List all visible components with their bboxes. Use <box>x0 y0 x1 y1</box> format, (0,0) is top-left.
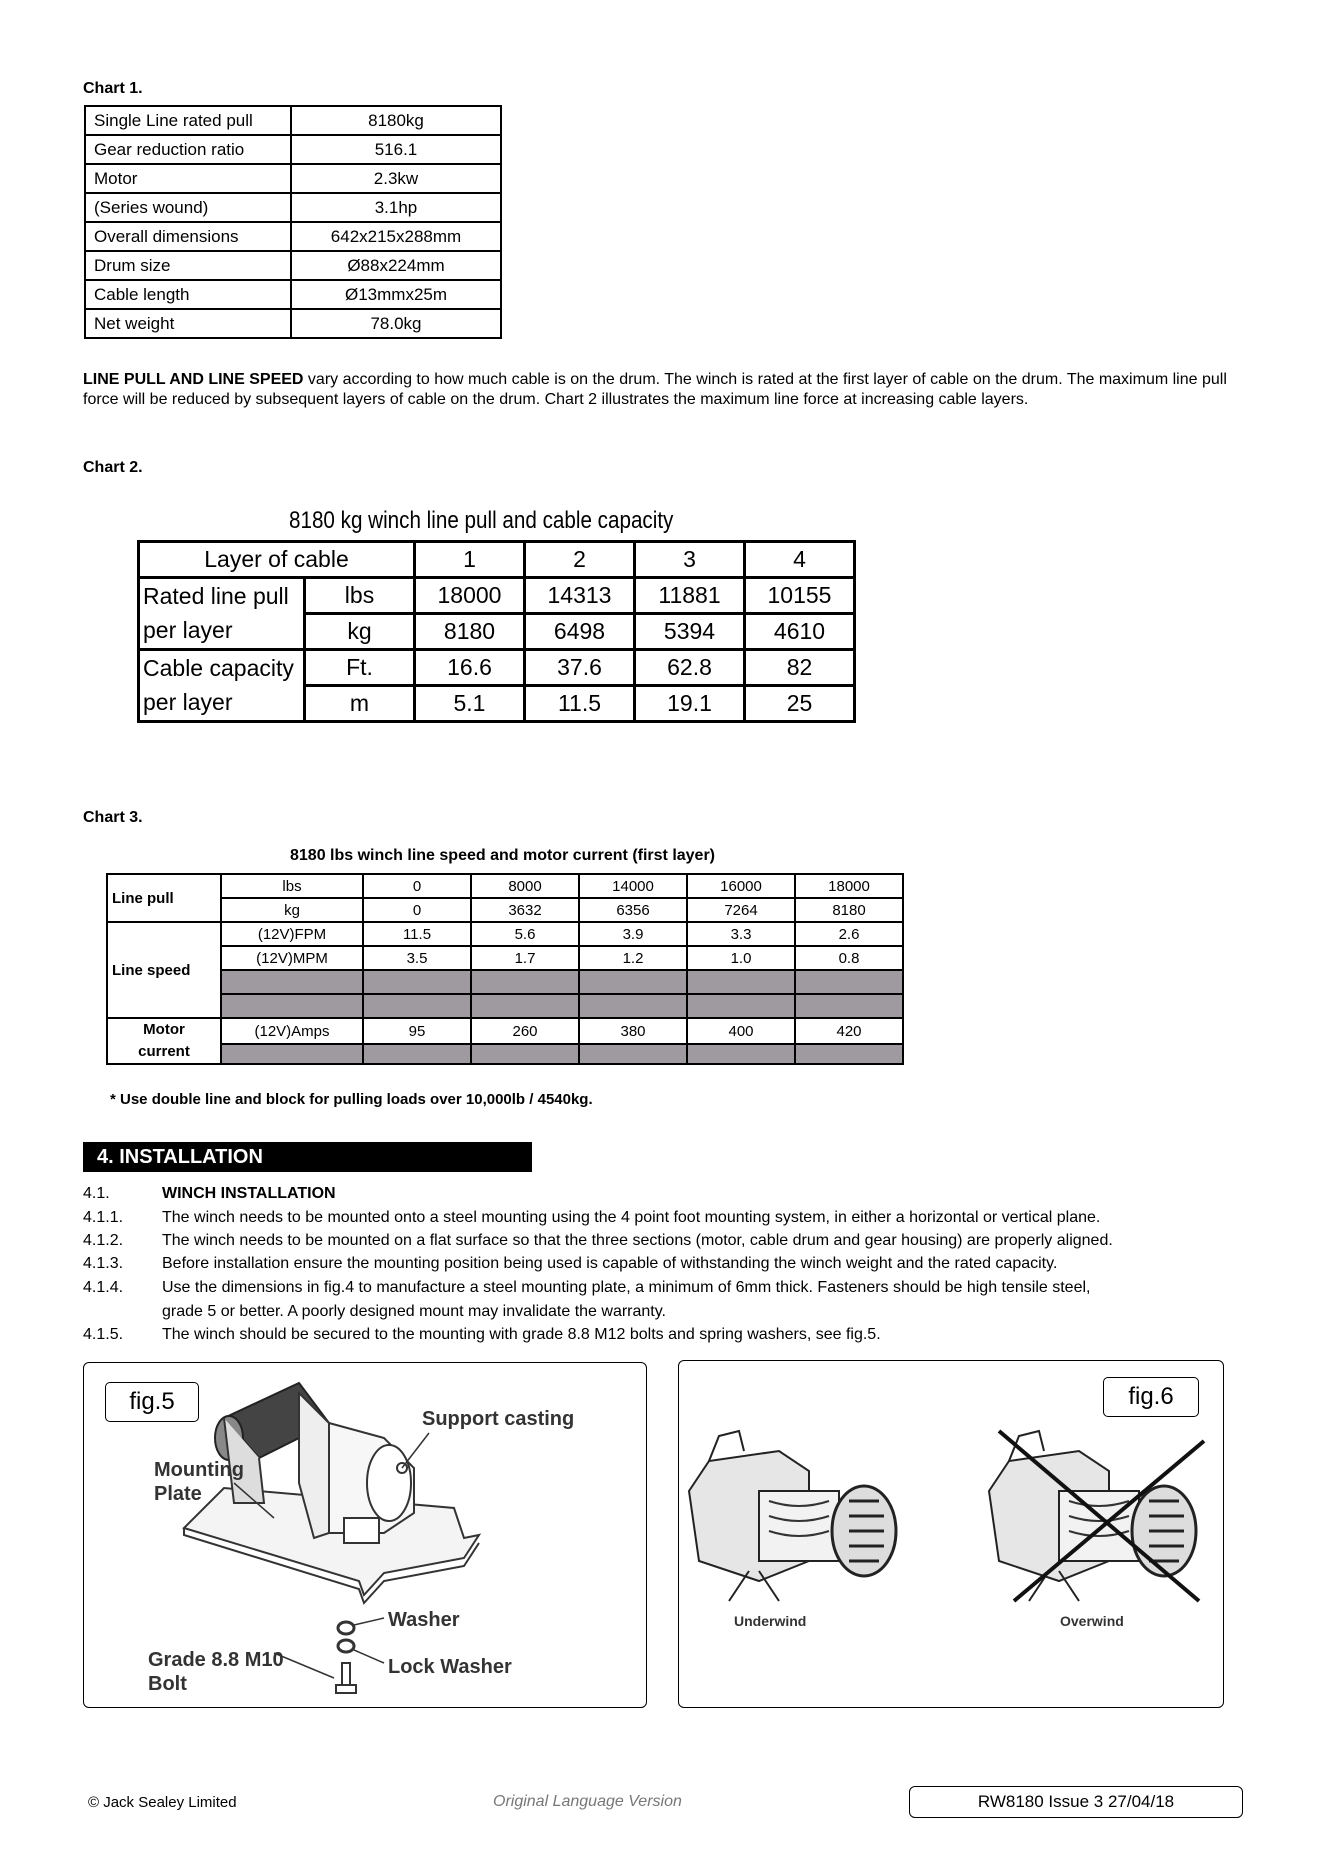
chart2-capacity-value: 62.8 <box>635 650 745 686</box>
chart1-row-name: Net weight <box>85 309 291 338</box>
chart2-capacity-unit: Ft. <box>305 650 415 686</box>
chart3-pull-value: 6356 <box>579 898 687 922</box>
chart3-speed-blank-row <box>107 994 903 1018</box>
chart3-motor-label-2: current <box>138 1043 190 1060</box>
chart3-motor-value: 420 <box>795 1018 903 1044</box>
chart3-pull-value: 8000 <box>471 874 579 898</box>
chart2-capacity-label: per layer <box>139 686 305 722</box>
chart3-speed-blank-value <box>579 970 687 994</box>
installation-item-number: 4.1. <box>83 1185 110 1202</box>
installation-item-text: WINCH INSTALLATION <box>162 1185 336 1202</box>
chart1-row <box>85 135 501 164</box>
overwind-winch <box>989 1431 1196 1601</box>
chart3-motor-value: 95 <box>363 1018 471 1044</box>
chart2-capacity-value: 82 <box>745 650 855 686</box>
installation-list <box>83 1185 1263 1345</box>
chart3-speed-unit: (12V)MPM <box>221 946 363 970</box>
chart3-speed-blank-value <box>795 994 903 1018</box>
chart1-row-value: 78.0kg <box>291 309 501 338</box>
chart3-pull-value: 16000 <box>687 874 795 898</box>
chart2-title: 8180 kg winch line pull and cable capacity <box>289 507 674 534</box>
chart3-motor-blank-value <box>687 1044 795 1064</box>
underwind-winch <box>689 1431 896 1601</box>
fig6-overwind-label: Overwind <box>1060 1613 1124 1629</box>
chart3-pull-value: 0 <box>363 874 471 898</box>
chart2-table <box>137 540 856 723</box>
chart1-row-name: Drum size <box>85 251 291 280</box>
chart2-capacity-value: 25 <box>745 686 855 722</box>
installation-item-text: The winch needs to be mounted on a flat surface so that the three sections (motor, cable drum and gear housing) are properly aligned. <box>162 1232 1113 1249</box>
chart3-speed-blank-value <box>687 994 795 1018</box>
installation-item-text: Use the dimensions in fig.4 to manufacture a steel mounting plate, a minimum of 6mm thick. Fasteners should be high tensile steel, <box>162 1279 1091 1296</box>
fig5-mounting-label-1: Mounting <box>154 1459 244 1481</box>
chart2-pull-unit: kg <box>305 614 415 650</box>
chart2-layer-4: 4 <box>745 542 855 578</box>
chart3-speed-value: 3.9 <box>579 922 687 946</box>
installation-item-text: grade 5 or better. A poorly designed mount may invalidate the warranty. <box>162 1303 666 1320</box>
installation-item-number: 4.1.3. <box>83 1255 124 1272</box>
chart2-layer-1: 1 <box>415 542 525 578</box>
chart3-speed-row <box>107 922 903 946</box>
chart3-line-speed-label: Line speed <box>107 922 221 1018</box>
chart1-row-name: Single Line rated pull <box>85 106 291 135</box>
chart3-speed-blank-unit <box>221 970 363 994</box>
chart3-motor-blank-unit <box>221 1044 363 1064</box>
chart1-row-value: Ø13mmx25m <box>291 280 501 309</box>
chart3-speed-blank-value <box>687 970 795 994</box>
installation-item-text: The winch needs to be mounted onto a steel mounting using the 4 point foot mounting system, in either a horizontal or vertical plane. <box>162 1209 1101 1226</box>
chart2-capacity-label: Cable capacity <box>139 650 305 686</box>
chart3-motor-blank-value <box>579 1044 687 1064</box>
chart3-motor-blank-value <box>795 1044 903 1064</box>
chart3-speed-blank-value <box>363 970 471 994</box>
chart2-capacity-row <box>139 686 855 722</box>
chart3-speed-value: 11.5 <box>363 922 471 946</box>
fig6-box <box>678 1360 1224 1708</box>
chart3-motor-unit: (12V)Amps <box>221 1018 363 1044</box>
chart3-pull-unit: kg <box>221 898 363 922</box>
chart2-capacity-value: 11.5 <box>525 686 635 722</box>
chart2-capacity-row <box>139 650 855 686</box>
chart3-pull-value: 7264 <box>687 898 795 922</box>
line-pull-paragraph <box>83 370 1253 410</box>
chart3-speed-unit: (12V)FPM <box>221 922 363 946</box>
chart3-pull-value: 14000 <box>579 874 687 898</box>
chart3-note: * Use double line and block for pulling loads over 10,000lb / 4540kg. <box>110 1091 593 1108</box>
chart3-motor-value: 380 <box>579 1018 687 1044</box>
chart2-pull-value: 14313 <box>525 578 635 614</box>
chart2-pull-label: Rated line pull <box>139 578 305 614</box>
fig5-bolt-label-1: Grade 8.8 M10 <box>148 1649 284 1671</box>
chart3-speed-blank-value <box>579 994 687 1018</box>
chart2-pull-row <box>139 578 855 614</box>
installation-item-number: 4.1.4. <box>83 1279 124 1296</box>
chart1-row-name: Gear reduction ratio <box>85 135 291 164</box>
chart1-row-value: Ø88x224mm <box>291 251 501 280</box>
chart3-motor-blank-value <box>363 1044 471 1064</box>
chart3-pull-value: 0 <box>363 898 471 922</box>
chart3-speed-value: 2.6 <box>795 922 903 946</box>
fig6-tag: fig.6 <box>1103 1377 1199 1417</box>
section-heading: 4. INSTALLATION <box>83 1142 532 1172</box>
chart3-motor-row <box>107 1018 903 1044</box>
chart1-row-value: 642x215x288mm <box>291 222 501 251</box>
chart3-motor-label <box>107 1018 221 1064</box>
chart2-layer-2: 2 <box>525 542 635 578</box>
footer-copyright: © Jack Sealey Limited <box>88 1794 237 1811</box>
fig5-bolt-label-2: Bolt <box>148 1673 187 1695</box>
chart3-speed-blank-value <box>363 994 471 1018</box>
chart3-motor-blank-value <box>471 1044 579 1064</box>
chart3-pull-value: 3632 <box>471 898 579 922</box>
installation-item-number: 4.1.5. <box>83 1326 124 1343</box>
chart2-pull-value: 18000 <box>415 578 525 614</box>
chart3-speed-blank-value <box>795 970 903 994</box>
chart3-speed-blank-value <box>471 970 579 994</box>
chart1-row <box>85 193 501 222</box>
chart3-title: 8180 lbs winch line speed and motor current (first layer) <box>290 847 716 864</box>
chart1-row-value: 2.3kw <box>291 164 501 193</box>
chart3-pull-row <box>107 874 903 898</box>
chart1-row <box>85 222 501 251</box>
chart3-pull-value: 8180 <box>795 898 903 922</box>
chart3-pull-unit: lbs <box>221 874 363 898</box>
chart3-motor-value: 260 <box>471 1018 579 1044</box>
chart2-label: Chart 2. <box>83 459 143 476</box>
fig5-tag: fig.5 <box>105 1382 199 1422</box>
footer-issue: RW8180 Issue 3 27/04/18 <box>909 1786 1243 1818</box>
chart2-pull-value: 5394 <box>635 614 745 650</box>
chart3-motor-value: 400 <box>687 1018 795 1044</box>
line-pull-heading: LINE PULL AND LINE SPEED <box>83 371 304 388</box>
chart3-speed-value: 1.7 <box>471 946 579 970</box>
chart1-row <box>85 251 501 280</box>
chart3-motor-label-1: Motor <box>143 1021 185 1038</box>
chart2-header-row <box>139 542 855 578</box>
chart3-motor-blank-row <box>107 1044 903 1064</box>
chart2-capacity-unit: m <box>305 686 415 722</box>
chart3-table <box>106 873 904 1065</box>
chart1-row-value: 3.1hp <box>291 193 501 222</box>
chart2-pull-unit: lbs <box>305 578 415 614</box>
chart1-row <box>85 164 501 193</box>
chart2-pull-value: 10155 <box>745 578 855 614</box>
chart1-row-name: (Series wound) <box>85 193 291 222</box>
installation-item-text: Before installation ensure the mounting position being used is capable of withstanding the winch weight and the rated capacity. <box>162 1255 1058 1272</box>
chart2-header-name: Layer of cable <box>139 542 415 578</box>
chart1-table <box>84 105 502 339</box>
installation-item-text: The winch should be secured to the mounting with grade 8.8 M12 bolts and spring washers, see fig.5. <box>162 1326 881 1343</box>
chart3-speed-blank-unit <box>221 994 363 1018</box>
chart1-row-value: 8180kg <box>291 106 501 135</box>
chart3-pull-value: 18000 <box>795 874 903 898</box>
chart3-line-pull-label: Line pull <box>107 874 221 922</box>
chart3-speed-blank-row <box>107 970 903 994</box>
chart1-row <box>85 309 501 338</box>
chart3-label: Chart 3. <box>83 809 143 826</box>
chart1-row-name: Cable length <box>85 280 291 309</box>
chart3-speed-value: 0.8 <box>795 946 903 970</box>
chart1-row-name: Overall dimensions <box>85 222 291 251</box>
chart3-speed-value: 5.6 <box>471 922 579 946</box>
chart3-speed-blank-value <box>471 994 579 1018</box>
chart2-capacity-value: 19.1 <box>635 686 745 722</box>
chart2-pull-value: 8180 <box>415 614 525 650</box>
fig6-winch-illustration <box>679 1361 1223 1707</box>
chart1-row <box>85 280 501 309</box>
fig5-lockwasher-label: Lock Washer <box>388 1656 512 1678</box>
chart1-row <box>85 106 501 135</box>
chart2-pull-label: per layer <box>139 614 305 650</box>
chart3-speed-value: 1.0 <box>687 946 795 970</box>
chart2-pull-value: 4610 <box>745 614 855 650</box>
fig5-mounting-label-2: Plate <box>154 1483 202 1505</box>
fig6-underwind-label: Underwind <box>734 1613 807 1629</box>
chart2-capacity-value: 37.6 <box>525 650 635 686</box>
chart3-pull-row <box>107 898 903 922</box>
chart3-speed-value: 3.5 <box>363 946 471 970</box>
chart3-speed-value: 3.3 <box>687 922 795 946</box>
fig5-box <box>83 1362 647 1708</box>
chart1-row-name: Motor <box>85 164 291 193</box>
chart3-speed-row <box>107 946 903 970</box>
chart1-row-value: 516.1 <box>291 135 501 164</box>
footer-version: Original Language Version <box>493 1793 682 1810</box>
fig5-support-label: Support casting <box>422 1408 575 1430</box>
chart2-pull-value: 6498 <box>525 614 635 650</box>
chart2-capacity-value: 16.6 <box>415 650 525 686</box>
chart2-pull-value: 11881 <box>635 578 745 614</box>
chart3-speed-value: 1.2 <box>579 946 687 970</box>
line-pull-text: vary according to how much cable is on the drum. The winch is rated at the first layer of cable on the drum. The maximum line pull force will be reduced by subsequent layers of cable on the drum. Chart 2 illustrates the maximum line force at increasing cable layers. <box>83 371 1227 408</box>
chart2-capacity-value: 5.1 <box>415 686 525 722</box>
installation-item-number: 4.1.2. <box>83 1232 124 1249</box>
chart1-label: Chart 1. <box>83 80 143 97</box>
chart2-pull-row <box>139 614 855 650</box>
installation-item-number: 4.1.1. <box>83 1209 124 1226</box>
chart2-layer-3: 3 <box>635 542 745 578</box>
fig5-washer-label: Washer <box>388 1609 460 1631</box>
